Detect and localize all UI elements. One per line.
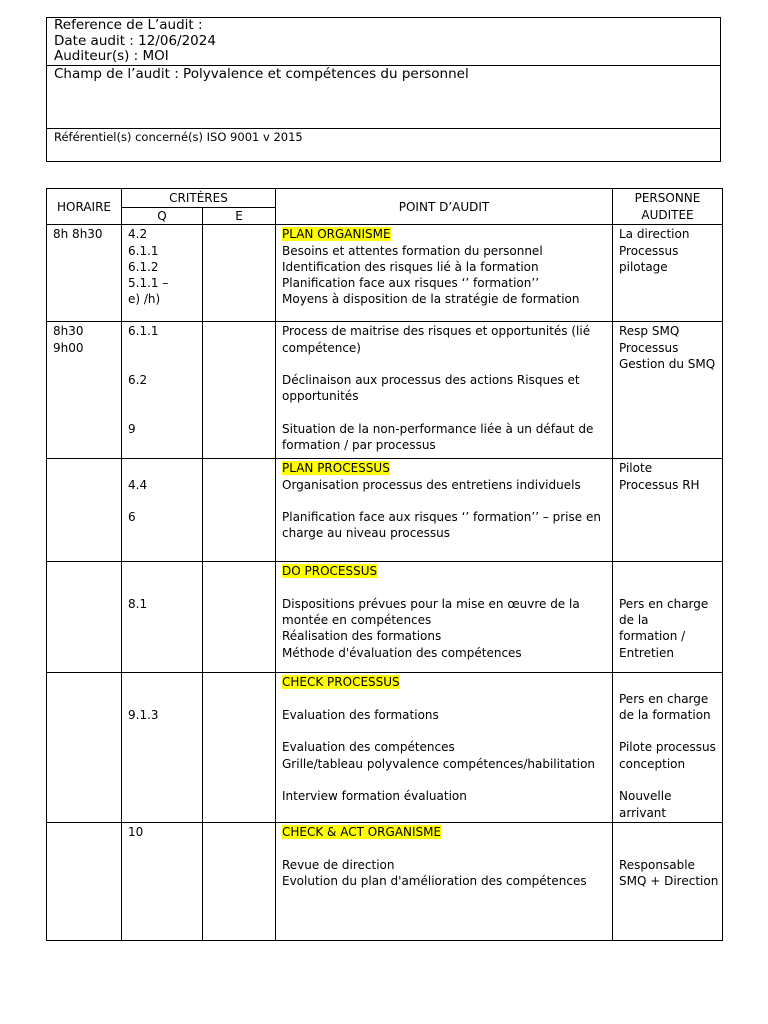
- table-row: [47, 822, 723, 940]
- col-header-personne-line2: AUDITEE: [641, 207, 694, 222]
- cell-line: [282, 356, 606, 372]
- col-header-personne-line1: PERSONNE: [634, 191, 701, 206]
- cell-line: Process de maitrise des risques et opportunités (lié: [282, 324, 591, 339]
- cell-line: [128, 356, 196, 372]
- audit-date: Date audit : 12/06/2024: [54, 32, 216, 49]
- cell-line: Pilote processus: [619, 740, 716, 755]
- cell-point-audit: [276, 822, 613, 940]
- cell-line: Responsable: [619, 857, 695, 872]
- cell-criteria-q: [122, 673, 203, 823]
- col-header-personne: [613, 189, 723, 225]
- cell-personne-auditee: [613, 822, 723, 940]
- cell-personne-auditee: [613, 225, 723, 322]
- cell-line: formation / par processus: [282, 438, 436, 453]
- cell-line: [128, 493, 196, 509]
- cell-line: Planification face aux risques ‘’ formation’’: [282, 276, 540, 291]
- cell-line: 10: [128, 824, 144, 839]
- cell-personne-auditee: [613, 459, 723, 562]
- cell-line: [282, 772, 606, 788]
- cell-line: Dispositions prévues pour la mise en œuvre de la: [282, 596, 580, 611]
- cell-line: compétence): [282, 340, 361, 355]
- cell-line: formation /: [619, 629, 686, 644]
- cell-line: [128, 405, 196, 421]
- cell-line: [282, 460, 606, 476]
- cell-line: 9.1.3: [128, 707, 159, 722]
- cell-horaire: [47, 673, 122, 823]
- col-header-criteres: CRITÈRES: [122, 189, 276, 208]
- cell-line: Pilote: [619, 461, 653, 476]
- cell-line: Organisation processus des entretiens individuels: [282, 477, 581, 492]
- cell-line: Evaluation des formations: [282, 707, 439, 722]
- cell-criteria-q: [122, 225, 203, 322]
- cell-line: Déclinaison aux processus des actions Risques et: [282, 373, 580, 388]
- cell-line: [282, 563, 606, 579]
- cell-horaire: [47, 822, 122, 940]
- cell-line: Situation de la non-performance liée à un défaut de: [282, 422, 594, 437]
- cell-line: [282, 580, 606, 596]
- cell-line: 8.1: [128, 596, 148, 611]
- col-header-horaire: HORAIRE: [47, 189, 122, 225]
- cell-line: Processus RH: [619, 477, 700, 492]
- cell-line: Grille/tableau polyvalence compétences/habilitation: [282, 756, 596, 771]
- cell-line: [128, 460, 196, 476]
- cell-criteria-e: [203, 562, 276, 673]
- audit-table-body: [47, 225, 723, 941]
- cell-line: [128, 340, 196, 356]
- cell-horaire: [47, 459, 122, 562]
- audit-scope: Champ de l’audit : Polyvalence et compétences du personnel: [54, 66, 469, 82]
- cell-point-audit: [276, 562, 613, 673]
- cell-line: Gestion du SMQ: [619, 356, 716, 371]
- cell-line: [619, 563, 716, 579]
- cell-line: [619, 723, 716, 739]
- cell-personne-auditee: [613, 673, 723, 823]
- cell-line: 9: [128, 422, 136, 437]
- table-row: [47, 459, 723, 562]
- cell-line: [282, 674, 606, 690]
- cell-line: 6.2: [128, 373, 148, 388]
- cell-horaire: [47, 322, 122, 459]
- cell-line: de la: [619, 613, 649, 628]
- audit-standard: Référentiel(s) concerné(s) ISO 9001 v 2015: [54, 130, 303, 144]
- cell-line: 6.1.1: [128, 324, 159, 339]
- cell-line: [282, 691, 606, 707]
- table-row: [47, 322, 723, 459]
- cell-line: [619, 824, 716, 840]
- cell-line: Identification des risques lié à la formation: [282, 259, 539, 274]
- cell-line: Pers en charge: [619, 596, 709, 611]
- cell-line: 8h30: [53, 324, 84, 339]
- section-heading-highlight: DO PROCESSUS: [282, 564, 378, 579]
- audit-scope-section: [47, 66, 720, 129]
- cell-criteria-e: [203, 322, 276, 459]
- cell-line: La direction: [619, 227, 690, 242]
- cell-line: [282, 824, 606, 840]
- cell-line: charge au niveau processus: [282, 526, 451, 541]
- table-row: [47, 225, 723, 322]
- cell-criteria-e: [203, 225, 276, 322]
- section-heading-highlight: PLAN PROCESSUS: [282, 461, 390, 476]
- cell-line: Moyens à disposition de la stratégie de formation: [282, 292, 580, 307]
- cell-criteria-e: [203, 673, 276, 823]
- table-row: [47, 673, 723, 823]
- cell-line: 6.1.2: [128, 259, 159, 274]
- cell-line: [128, 580, 196, 596]
- cell-line: [282, 840, 606, 856]
- cell-line: [282, 723, 606, 739]
- cell-line: Entretien: [619, 645, 674, 660]
- audit-reference: Reference de L’audit :: [54, 17, 203, 33]
- cell-point-audit: [276, 225, 613, 322]
- cell-line: [282, 405, 606, 421]
- cell-personne-auditee: [613, 322, 723, 459]
- cell-line: Besoins et attentes formation du personnel: [282, 243, 543, 258]
- cell-line: SMQ + Direction: [619, 873, 719, 888]
- audit-auditors: Auditeur(s) : MOI: [54, 48, 169, 64]
- cell-criteria-q: [122, 322, 203, 459]
- cell-line: Réalisation des formations: [282, 629, 442, 644]
- cell-line: Nouvelle: [619, 789, 672, 804]
- cell-criteria-q: [122, 459, 203, 562]
- section-heading-highlight: PLAN ORGANISME: [282, 227, 391, 242]
- cell-line: arrivant: [619, 805, 667, 820]
- cell-line: [282, 493, 606, 509]
- cell-line: conception: [619, 756, 686, 771]
- cell-line: Méthode d'évaluation des compétences: [282, 645, 522, 660]
- section-heading-highlight: CHECK & ACT ORGANISME: [282, 824, 442, 839]
- cell-personne-auditee: [613, 562, 723, 673]
- cell-line: 9h00: [53, 340, 84, 355]
- cell-point-audit: [276, 322, 613, 459]
- cell-line: de la formation: [619, 707, 711, 722]
- cell-line: [619, 772, 716, 788]
- cell-line: e) /h): [128, 292, 161, 307]
- col-header-e: E: [203, 208, 276, 225]
- cell-criteria-q: [122, 562, 203, 673]
- cell-criteria-q: [122, 822, 203, 940]
- cell-line: 4.2: [128, 227, 148, 242]
- cell-line: Processus: [619, 340, 679, 355]
- cell-line: Evolution du plan d'amélioration des compétences: [282, 873, 587, 888]
- cell-horaire: [47, 225, 122, 322]
- cell-criteria-e: [203, 459, 276, 562]
- cell-line: 8h 8h30: [53, 227, 103, 242]
- cell-line: opportunités: [282, 389, 359, 404]
- cell-line: [619, 840, 716, 856]
- audit-info-section: [47, 18, 720, 66]
- cell-line: Revue de direction: [282, 857, 395, 872]
- cell-line: [619, 580, 716, 596]
- audit-standard-section: [47, 129, 720, 161]
- cell-criteria-e: [203, 822, 276, 940]
- cell-line: 5.1.1 –: [128, 276, 169, 291]
- cell-point-audit: [276, 673, 613, 823]
- audit-header-box: [46, 17, 721, 162]
- cell-point-audit: [276, 459, 613, 562]
- table-row: [47, 562, 723, 673]
- cell-line: 6: [128, 510, 136, 525]
- cell-line: [128, 691, 196, 707]
- col-header-point: POINT D’AUDIT: [276, 189, 613, 225]
- cell-line: [128, 674, 196, 690]
- cell-line: pilotage: [619, 259, 668, 274]
- cell-line: [619, 674, 716, 690]
- cell-line: Planification face aux risques ‘’ formation’’ – prise en: [282, 510, 601, 525]
- cell-line: montée en compétences: [282, 613, 432, 628]
- cell-line: Processus: [619, 243, 679, 258]
- cell-line: [282, 226, 606, 242]
- audit-plan-table: [46, 188, 723, 941]
- cell-line: Interview formation évaluation: [282, 789, 467, 804]
- cell-line: Evaluation des compétences: [282, 740, 455, 755]
- cell-line: [128, 563, 196, 579]
- cell-line: 6.1.1: [128, 243, 159, 258]
- cell-line: Resp SMQ: [619, 324, 680, 339]
- section-heading-highlight: CHECK PROCESSUS: [282, 675, 400, 690]
- cell-horaire: [47, 562, 122, 673]
- cell-line: Pers en charge: [619, 691, 709, 706]
- cell-line: 4.4: [128, 477, 148, 492]
- cell-line: [128, 388, 196, 404]
- col-header-q: Q: [122, 208, 203, 225]
